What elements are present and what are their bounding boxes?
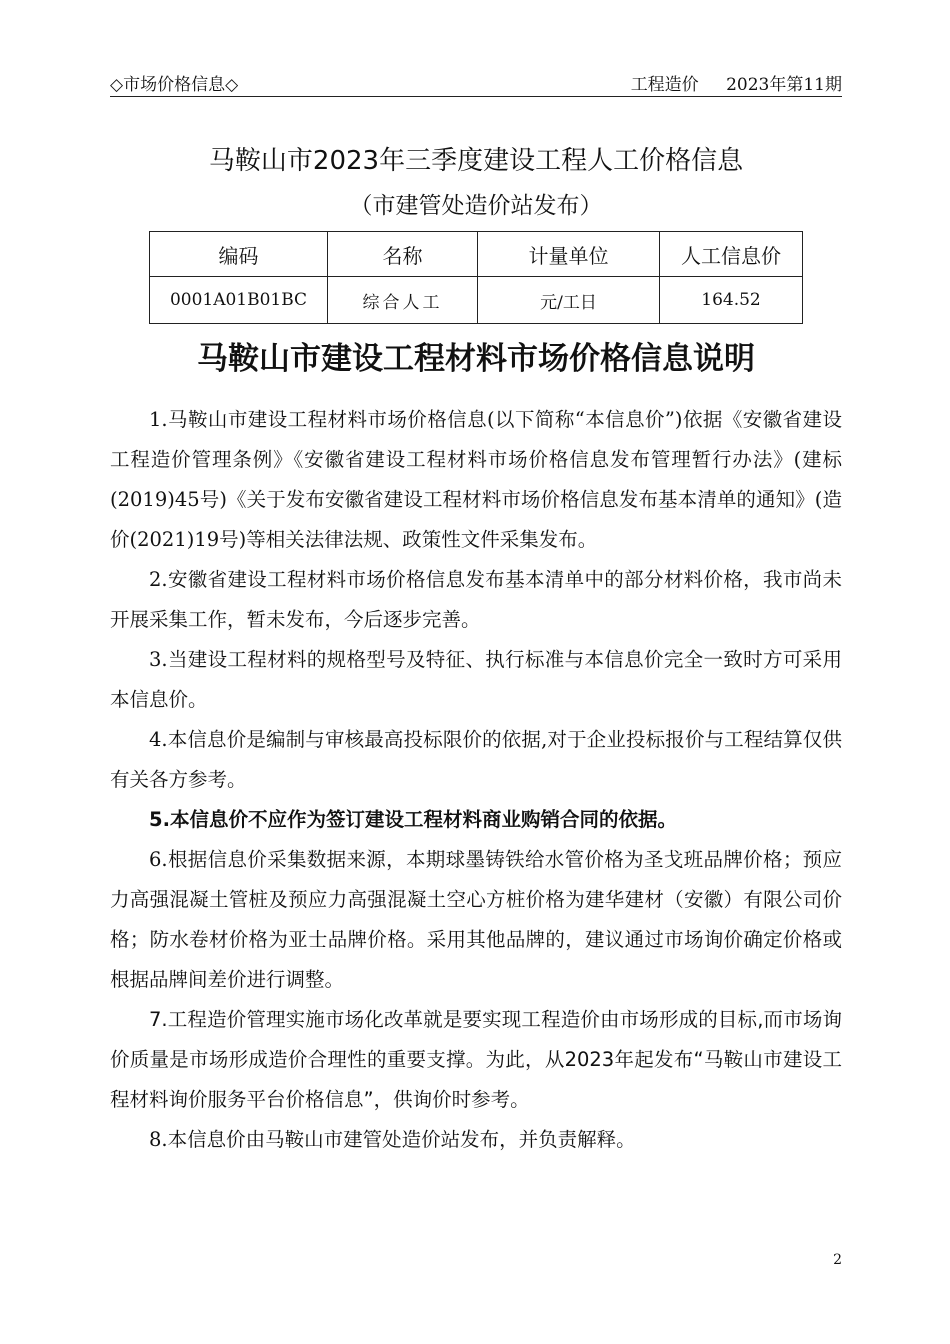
column-header-price: 人工信息价	[660, 232, 803, 277]
paragraph-3: 3.当建设工程材料的规格型号及特征、执行标准与本信息价完全一致时方可采用本信息价。	[110, 648, 842, 711]
header-publication: 工程造价	[630, 75, 699, 95]
cell-price: 164.52	[660, 277, 803, 324]
page-subtitle: （市建管处造价站发布）	[349, 193, 603, 219]
paragraph-4: 4.本信息价是编制与审核最高投标限价的依据,对于企业投标报价与工程结算仅供有关各方参考。	[110, 728, 842, 791]
paragraph-1: 1.马鞍山市建设工程材料市场价格信息(以下简称“本信息价”)依据《安徽省建设工程造价管理条例》《安徽省建设工程材料市场价格信息发布管理暂行办法》(建标(2019)45号)《关于发布安徽省建设工程材料市场价格信息发布基本清单的通知》(造价(2021)19号)等相关法律法规、政策性文件采集发布。	[110, 408, 842, 551]
page-header	[110, 70, 842, 97]
header-publication-info	[609, 70, 842, 95]
labor-price-table	[149, 231, 803, 324]
table-header-row	[150, 232, 803, 277]
header-issue: 2023年第11期	[726, 75, 842, 95]
page-number: 2	[833, 1252, 842, 1268]
header-section-label: ◇市场价格信息◇	[110, 75, 239, 95]
table-row	[150, 277, 803, 324]
paragraph-2: 2.安徽省建设工程材料市场价格信息发布基本清单中的部分材料价格，我市尚未开展采集工作，暂未发布，今后逐步完善。	[110, 568, 842, 631]
cell-name: 综合人工	[328, 277, 478, 324]
cell-code: 0001A01B01BC	[150, 277, 328, 324]
paragraph-8: 8.本信息价由马鞍山市建管处造价站发布，并负责解释。	[149, 1128, 636, 1151]
cell-unit: 元/工日	[478, 277, 660, 324]
section-heading: 马鞍山市建设工程材料市场价格信息说明	[197, 341, 755, 377]
explanation-body	[110, 400, 842, 1160]
paragraph-7: 7.工程造价管理实施市场化改革就是要实现工程造价由市场形成的目标,而市场询价质量是市场形成造价合理性的重要支撑。为此，从2023年起发布“马鞍山市建设工程材料询价服务平台价格信息”，供询价时参考。	[110, 1008, 842, 1111]
column-header-code: 编码	[150, 232, 328, 277]
column-header-unit: 计量单位	[478, 232, 660, 277]
paragraph-5: 5.本信息价不应作为签订建设工程材料商业购销合同的依据。	[149, 808, 677, 831]
column-header-name: 名称	[328, 232, 478, 277]
page-title: 马鞍山市2023年三季度建设工程人工价格信息	[208, 146, 744, 176]
paragraph-6: 6.根据信息价采集数据来源，本期球墨铸铁给水管价格为圣戈班品牌价格；预应力高强混凝土管桩及预应力高强混凝土空心方桩价格为建华建材（安徽）有限公司价格；防水卷材价格为亚士品牌价格。采用其他品牌的，建议通过市场询价确定价格或根据品牌间差价进行调整。	[110, 848, 842, 991]
